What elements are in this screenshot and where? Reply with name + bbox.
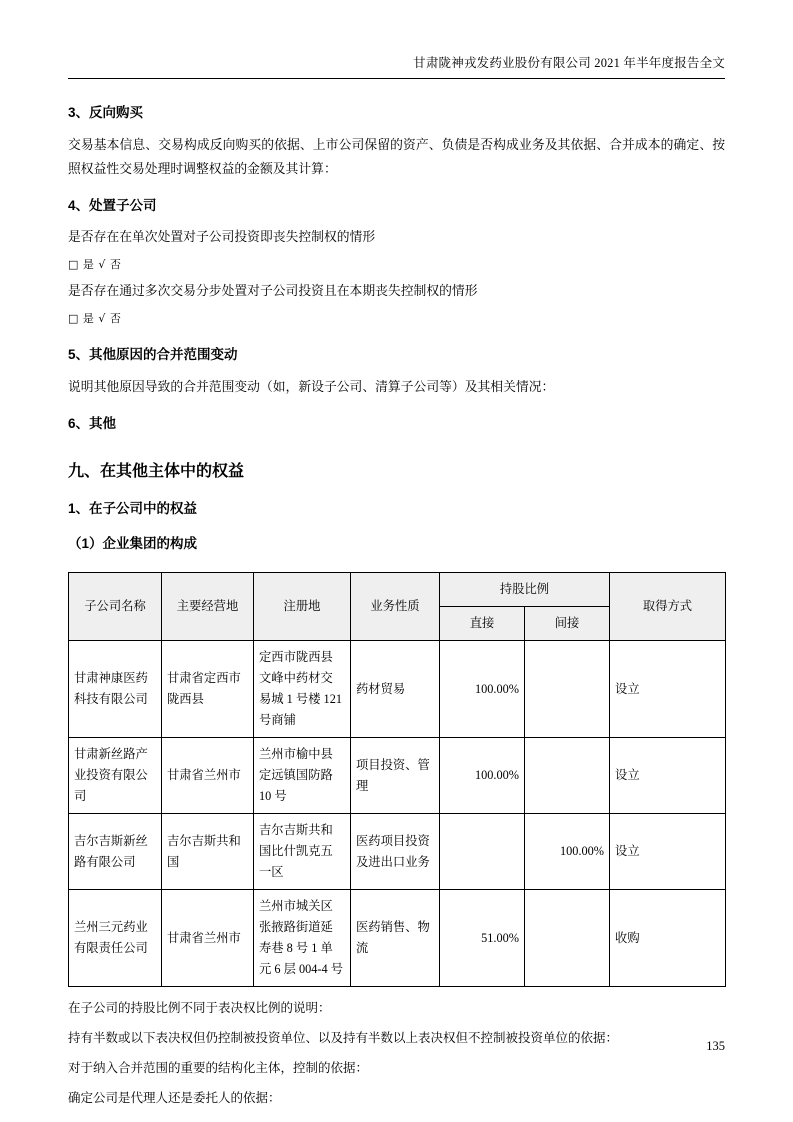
cell-acquisition-method: 收购 [610,890,726,987]
heading-interests-in-other-entities: 九、在其他主体中的权益 [68,463,245,480]
th-indirect: 间接 [525,607,610,641]
note-structured-entity-basis: 对于纳入合并范围的重要的结构化主体，控制的依据： [68,1061,369,1075]
cell-direct-ratio: 100.00% [440,641,525,738]
table-row [69,738,726,814]
cell-indirect-ratio: 100.00% [525,814,610,890]
th-shareholding-ratio: 持股比例 [440,573,610,607]
cell-main-place: 甘肃省定西市陇西县 [162,641,254,738]
cell-registry-place: 兰州市榆中县定远镇国防路 10 号 [254,738,351,814]
cell-business-nature: 医药销售、物流 [351,890,440,987]
cell-business-nature: 医药项目投资及进出口业务 [351,814,440,890]
th-acquisition-method: 取得方式 [610,573,726,641]
heading-interests-in-subsidiaries: 1、在子公司中的权益 [68,501,198,516]
table-header-row-1 [69,573,726,607]
cell-acquisition-method: 设立 [610,738,726,814]
th-business-nature: 业务性质 [351,573,440,641]
cell-subsidiary-name: 兰州三元药业有限责任公司 [69,890,162,987]
note-voting-rights-basis: 持有半数或以下表决权但仍控制被投资单位、以及持有半数以上表决权但不控制被投资单位的依据： [68,1031,619,1045]
page-header: 甘肃陇神戎发药业股份有限公司 2021 年半年度报告全文 [413,56,725,70]
document-body [68,88,725,1109]
heading-other-scope-change: 5、其他原因的合并范围变动 [68,347,238,362]
cell-acquisition-method: 设立 [610,814,726,890]
cell-direct-ratio: 51.00% [440,890,525,987]
table-notes [68,997,725,1109]
cell-acquisition-method: 设立 [610,641,726,738]
heading-other: 6、其他 [68,416,117,431]
cell-main-place: 甘肃省兰州市 [162,738,254,814]
th-subsidiary-name: 子公司名称 [69,573,162,641]
heading-reverse-acquisition: 3、反向购买 [68,105,144,120]
cell-indirect-ratio [525,641,610,738]
heading-dispose-subsidiary: 4、处置子公司 [68,198,157,213]
th-registry-place: 注册地 [254,573,351,641]
page-content [68,0,725,1122]
table-row [69,641,726,738]
checkbox-line-dispose-single[interactable]: □ 是 √ 否 [68,258,122,271]
table-row [69,890,726,987]
note-ratio-difference: 在子公司的持股比例不同于表决权比例的说明： [68,1001,331,1015]
cell-registry-place: 吉尔吉斯共和国比什凯克五一区 [254,814,351,890]
header-divider [68,78,725,79]
cell-subsidiary-name: 吉尔吉斯新丝路有限公司 [69,814,162,890]
cell-indirect-ratio [525,890,610,987]
paragraph-other-scope-change: 说明其他原因导致的合并范围变动（如，新设子公司、清算子公司等）及其相关情况： [68,380,555,394]
text-dispose-multiple-transaction: 是否存在通过多次交易分步处置对子公司投资且在本期丧失控制权的情形 [68,284,478,298]
paragraph-reverse-acquisition: 交易基本信息、交易构成反向购买的依据、上市公司保留的资产、负债是否构成业务及其依据、合并成本的确定、按照权益性交易处理时调整权益的金额及其计算： [68,138,725,176]
cell-indirect-ratio [525,738,610,814]
checkbox-line-dispose-multiple[interactable]: □ 是 √ 否 [68,312,122,325]
cell-business-nature: 药材贸易 [351,641,440,738]
cell-direct-ratio [440,814,525,890]
table-row [69,814,726,890]
cell-subsidiary-name: 甘肃神康医药科技有限公司 [69,641,162,738]
cell-main-place: 甘肃省兰州市 [162,890,254,987]
cell-registry-place: 定西市陇西县文峰中药材交易城 1 号楼 121 号商铺 [254,641,351,738]
th-direct: 直接 [440,607,525,641]
cell-direct-ratio: 100.00% [440,738,525,814]
text-dispose-single-transaction: 是否存在在单次处置对子公司投资即丧失控制权的情形 [68,230,376,244]
cell-business-nature: 项目投资、管理 [351,738,440,814]
subsidiaries-table [68,572,726,987]
page-number: 135 [706,1039,725,1053]
cell-main-place: 吉尔吉斯共和国 [162,814,254,890]
note-agent-or-principal-basis: 确定公司是代理人还是委托人的依据： [68,1091,281,1105]
th-main-place: 主要经营地 [162,573,254,641]
cell-registry-place: 兰州市城关区张掖路街道延寿巷 8 号 1 单元 6 层 004-4 号 [254,890,351,987]
heading-group-composition: （1）企业集团的构成 [68,536,198,551]
cell-subsidiary-name: 甘肃新丝路产业投资有限公司 [69,738,162,814]
